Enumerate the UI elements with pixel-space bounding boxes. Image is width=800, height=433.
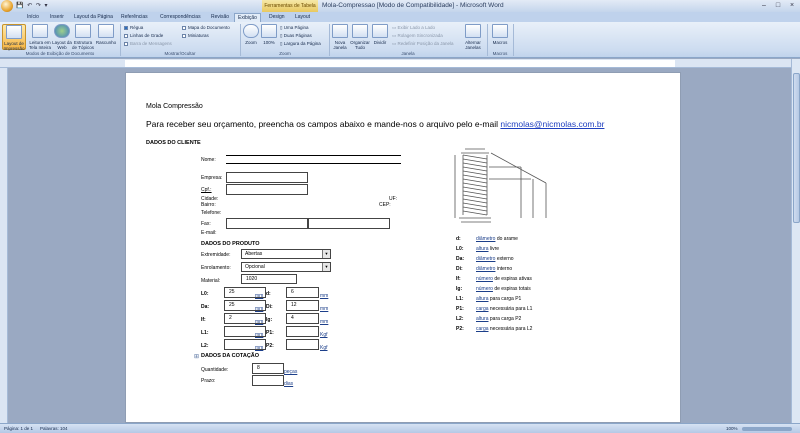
- document-map-checkbox[interactable]: Mapa do Documento: [182, 25, 230, 30]
- document-page[interactable]: [125, 72, 681, 423]
- ruler-checkbox[interactable]: Régua: [124, 25, 143, 30]
- tab-referencias[interactable]: Referências: [121, 14, 148, 20]
- empresa-label: Empresa:: [201, 175, 223, 181]
- qty-field[interactable]: 8: [252, 363, 284, 374]
- new-window-icon: [332, 24, 348, 38]
- fax-field[interactable]: [226, 218, 308, 229]
- param-label: Ig:: [266, 317, 273, 323]
- window-group-label: Janela: [401, 51, 415, 56]
- side-by-side-button[interactable]: ▭ Exibir Lado a Lado: [392, 25, 436, 30]
- title-bar: [0, 0, 800, 12]
- tab-inicio[interactable]: Início: [27, 14, 39, 20]
- legend-item: Ig: número de espiras totais: [456, 286, 531, 292]
- di-field[interactable]: 12: [286, 300, 319, 311]
- cidade-label: Cidade:: [201, 196, 219, 202]
- extremidade-select[interactable]: Abertas ▼: [241, 249, 331, 259]
- thumbnails-checkbox[interactable]: Miniaturas: [182, 33, 209, 38]
- legend-item: L1: altura para carga P1: [456, 296, 522, 302]
- param-label: If:: [201, 317, 206, 323]
- intro-text: Para receber seu orçamento, preencha os campos abaixo e mande-nos o arquivo pelo e-mail: [146, 119, 499, 129]
- coil-lines: [463, 155, 487, 215]
- material-field[interactable]: 1020: [241, 274, 297, 284]
- full-screen-reading-button[interactable]: Leitura em Tela Inteira: [28, 24, 52, 50]
- print-layout-icon: [6, 25, 22, 39]
- split-button[interactable]: Dividir: [371, 24, 389, 50]
- doc-heading: Mola Compressão: [146, 103, 203, 110]
- zoom-slider[interactable]: [742, 427, 792, 431]
- legend-item: Da: diâmetro externo: [456, 256, 514, 262]
- views-group-label: Modos de Exibição de Documento: [25, 51, 95, 56]
- minimize-button[interactable]: –: [762, 2, 766, 9]
- draft-icon: [98, 24, 114, 38]
- doc-intro: [146, 119, 604, 129]
- maximize-button[interactable]: □: [775, 2, 781, 9]
- new-window-button[interactable]: Nova Janela: [331, 24, 349, 50]
- empresa-field[interactable]: [226, 172, 308, 183]
- draft-button[interactable]: Rascunho: [95, 24, 117, 50]
- split-icon: [372, 24, 388, 38]
- page-icon: ▯: [280, 25, 284, 30]
- nome-line-2[interactable]: [226, 163, 401, 164]
- vertical-ruler[interactable]: [0, 68, 8, 423]
- cpf-label: Cpf.:: [201, 187, 212, 193]
- enrolamento-label: Enrolamento:: [201, 265, 231, 271]
- outline-icon: [75, 24, 91, 38]
- ruler-writing-area: [125, 60, 675, 67]
- separator: [513, 24, 514, 56]
- checkbox-icon: [182, 26, 186, 30]
- nome-label: Nome:: [201, 157, 216, 163]
- extremidade-label: Extremidade:: [201, 252, 231, 258]
- email-link[interactable]: nicmolas@nicmolas.com.br: [500, 119, 605, 129]
- tab-layout[interactable]: Layout: [295, 14, 311, 20]
- product-section-title: DADOS DO PRODUTO: [201, 241, 260, 247]
- param-label: Di:: [266, 304, 273, 310]
- outline-button[interactable]: Estrutura de Tópicos: [72, 24, 94, 50]
- bairro-label: Bairro:: [201, 202, 216, 208]
- p1-field[interactable]: [286, 326, 319, 337]
- p2-field[interactable]: [286, 339, 319, 350]
- qty-label: Quantidade:: [201, 367, 229, 373]
- scrollbar-thumb[interactable]: [793, 73, 800, 223]
- page-count[interactable]: Página: 1 de 1: [4, 426, 34, 431]
- one-page-button[interactable]: ▯ Uma Página: [280, 25, 309, 30]
- reset-position-button[interactable]: ▭ Redefinir Posição da Janela: [392, 41, 454, 46]
- param-label: L2:: [201, 343, 209, 349]
- da-field[interactable]: 25: [224, 300, 266, 311]
- zoom-button[interactable]: Zoom: [243, 24, 259, 50]
- page-width-icon: ▯: [280, 41, 284, 46]
- quick-access-toolbar[interactable]: 💾 ↶ ↷ ▾: [16, 3, 49, 9]
- quote-section-title: DADOS DA COTAÇÃO: [201, 353, 260, 359]
- prazo-field[interactable]: [252, 375, 284, 386]
- checkbox-icon: [124, 34, 128, 38]
- print-layout-button[interactable]: Layout de Impressão: [2, 24, 26, 50]
- fax-label: Fax:: [201, 221, 211, 227]
- arrange-all-button[interactable]: Organizar Tudo: [349, 24, 371, 50]
- side-by-side-icon: ▭: [392, 25, 398, 30]
- ribbon: [0, 22, 800, 58]
- load-slope-line: [491, 153, 546, 183]
- pages-icon: ▯: [280, 33, 284, 38]
- zoom-group-label: Zoom: [279, 51, 291, 56]
- unit: mm: [255, 319, 264, 325]
- fax-field-2[interactable]: [308, 218, 390, 229]
- show-hide-group-label: Mostrar/Ocultar: [164, 51, 196, 56]
- switch-windows-icon: [465, 24, 481, 38]
- two-pages-button[interactable]: ▯ Duas Páginas: [280, 33, 312, 38]
- sync-scroll-button[interactable]: ▭ Rolagem Sincronizada: [392, 33, 443, 38]
- unit: mm: [320, 306, 329, 312]
- checkbox-icon: [124, 26, 128, 30]
- telefone-label: Telefone:: [201, 210, 222, 216]
- tab-design[interactable]: Design: [269, 14, 285, 20]
- client-section-title: DADOS DO CLIENTE: [146, 140, 201, 146]
- email-label: E-mail:: [201, 230, 217, 236]
- macros-button[interactable]: Macros: [490, 24, 510, 50]
- table-move-handle-icon[interactable]: ⊞: [194, 354, 200, 360]
- prazo-label: Prazo:: [201, 378, 216, 384]
- web-layout-button[interactable]: Layout da Web: [52, 24, 72, 50]
- zoom-level[interactable]: 100%: [726, 426, 738, 431]
- tab-layout-pagina[interactable]: Layout da Página: [74, 14, 113, 20]
- chevron-down-icon: ▼: [322, 250, 330, 258]
- checkbox-icon: [124, 42, 128, 46]
- unit: mm: [255, 306, 264, 312]
- horizontal-ruler[interactable]: [0, 59, 800, 68]
- tab-inserir[interactable]: Inserir: [50, 14, 64, 20]
- tab-exibicao[interactable]: Exibição: [234, 13, 261, 23]
- material-label: Material:: [201, 278, 221, 284]
- unit: mm: [255, 345, 264, 351]
- legend-item: L0: altura livre: [456, 246, 500, 252]
- tab-revisao[interactable]: Revisão: [211, 14, 230, 20]
- legend-item: d: diâmetro do arame: [456, 236, 518, 242]
- checkbox-icon: [182, 34, 186, 38]
- legend-item: P1: carga necessária para L1: [456, 306, 533, 312]
- ribbon-tabs: [0, 12, 800, 22]
- param-label: L0:: [201, 291, 209, 297]
- param-label: P2:: [266, 343, 274, 349]
- globe-icon: [54, 24, 70, 38]
- l0-field[interactable]: 25: [224, 287, 266, 298]
- legend-item: Di: diâmetro interno: [456, 266, 513, 272]
- sync-scroll-icon: ▭: [392, 33, 398, 38]
- unit: mm: [255, 293, 264, 299]
- unit: mm: [320, 319, 329, 325]
- arrange-icon: [352, 24, 368, 38]
- magnifier-icon: [243, 24, 259, 38]
- qty-unit: peças: [284, 369, 298, 375]
- legend-item: P2: carga necessária para L2: [456, 326, 533, 332]
- if-field[interactable]: 2: [224, 313, 266, 324]
- word-count[interactable]: Palavras: 104: [40, 426, 68, 431]
- reset-position-icon: ▭: [392, 41, 398, 46]
- gridlines-checkbox[interactable]: Linhas de Grade: [124, 33, 163, 38]
- uf-label: UF:: [389, 196, 398, 202]
- window-title: Mola-Compressao [Modo de Compatibilidade] - Microsoft Word: [322, 2, 504, 9]
- spring-drawing: [455, 149, 546, 222]
- legend-item: If: número de espiras ativas: [456, 276, 532, 282]
- unit: Kgf: [320, 332, 328, 338]
- d-field[interactable]: 6: [286, 287, 319, 298]
- nome-line-1[interactable]: [226, 155, 401, 156]
- separator: [120, 24, 121, 56]
- cpf-field[interactable]: [226, 184, 308, 195]
- message-bar-checkbox[interactable]: Barra de Mensagens: [124, 41, 172, 46]
- status-bar: [0, 423, 800, 433]
- zoom-100-button[interactable]: 100%: [261, 24, 277, 50]
- vertical-scrollbar[interactable]: [791, 59, 800, 423]
- unit: mm: [320, 293, 329, 299]
- enrolamento-select[interactable]: Opcional ▼: [241, 262, 331, 272]
- office-button[interactable]: [1, 0, 13, 12]
- spring-diagram: [451, 143, 561, 225]
- tab-correspondencias[interactable]: Correspondências: [160, 14, 201, 20]
- legend-item: L2: altura para carga P2: [456, 316, 522, 322]
- context-tab-label: Ferramentas de Tabela: [262, 0, 318, 12]
- close-button[interactable]: ×: [789, 2, 795, 9]
- param-label: d:: [266, 291, 271, 297]
- page-width-button[interactable]: ▯ Largura da Página: [280, 41, 321, 46]
- macros-group-label: Macros: [492, 51, 508, 56]
- param-label: Da:: [201, 304, 210, 310]
- prazo-unit: dias: [284, 381, 294, 387]
- separator: [240, 24, 241, 56]
- param-label: P1:: [266, 330, 274, 336]
- chevron-down-icon: ▼: [322, 263, 330, 271]
- ig-field[interactable]: 4: [286, 313, 319, 324]
- param-label: L1:: [201, 330, 209, 336]
- unit: mm: [255, 332, 264, 338]
- unit: Kgf: [320, 345, 328, 351]
- window-controls: [758, 1, 798, 10]
- reading-icon: [32, 24, 48, 38]
- switch-windows-button[interactable]: Alternar Janelas: [462, 24, 484, 50]
- macros-icon: [492, 24, 508, 38]
- cep-label: CEP:: [379, 202, 391, 208]
- page-100-icon: [261, 24, 277, 38]
